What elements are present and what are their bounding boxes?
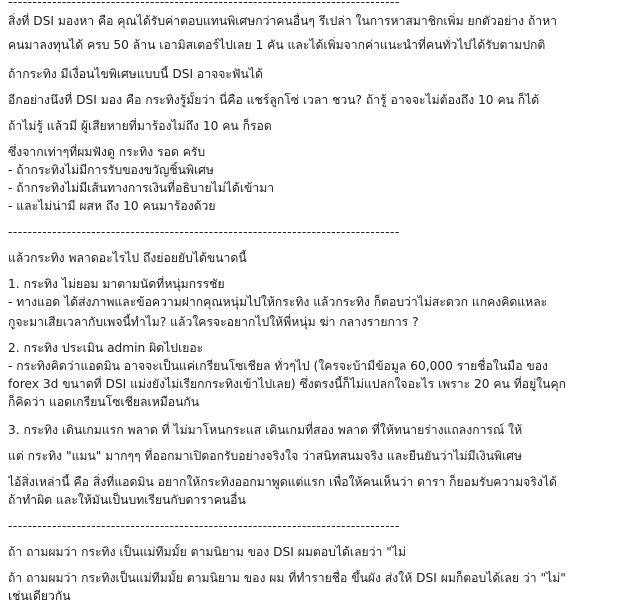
paragraph-line: 1. กระทิง ไม่ยอม มาตามนัดที่หนุ่มกรรชัย [8,277,225,291]
list-item: - ถ้ากระทิงไม่มีการรับของขวัญชิ้นพิเศษ [8,163,214,177]
paragraph-line: อีกอย่างนึงที่ DSI มอง คือ กระทิงรู้มั้ยว่า นี่คือ แชร์ลูกโซ่ เวลา ชวน? ถ้ารู้ อาจจะไม่ต้องถึง 10 คน ก็ได้ [8,93,540,107]
paragraph-line: - ทางแอด ได้ส่งภาพและข้อความฝากคุณหนุ่มไปให้กระทิง แล้วกระทิง ก็ตอบว่าไม่สะดวก แกคงคิดแหละ [8,295,548,309]
separator-line: -------------------------------------------------------------------------------- [8,225,400,239]
separator-line: -------------------------------------------------------------------------------- [8,0,400,9]
paragraph-line: ถ้า ถามผมว่า กระทิงเป็นแม่ทีมมั้ย ตามนิยาม ของ ผม ที่ทำรายชื่อ ขึ้นผัง ส่งให้ DSI ผมก็ตอบได้เลย ว่า "ไม่" [8,571,566,585]
paragraph-line: 2. กระทิง ประเมิน admin ผิดไปเยอะ [8,341,204,355]
paragraph-line: forex 3d ขนาดที่ DSI แม่งยังไม่เรียกกระทิงเข้าไปเลย) ซึ่งตรงนี้ก็ไม่แปลกใจอะไร เพราะ 20 คน ที่อยู่ในคุก [8,377,567,391]
paragraph-line: ถ้าทำผิด และให้มันเป็นบทเรียนกับดาราคนอื่น [8,493,246,507]
paragraph-line: 3. กระทิง เดินเกมแรก พลาด ที่ ไม่มาโหนกระแส เดินเกมที่สอง พลาด ที่ให้ทนายร่างแถลงการณ์ ให้ [8,423,523,437]
paragraph-line: ซึ่งจากเท่าๆที่ผมฟังดู กระทิง รอด ครับ [8,145,206,159]
paragraph-line: ถ้าไม่รู้ แล้วมี ผู้เสียหายที่มาร้องไม่ถึง 10 คน ก็รอด [8,119,272,133]
paragraph-line: แต่ กระทิง "แมน" มากๆๆ ที่ออกมาเปิดอกรับอย่างจริงใจ ว่าสนิทสนมจริง และยืนยันว่าไม่มีเงินพิเศษ [8,449,523,463]
paragraph-line: คนมาลงทุนได้ ครบ 50 ล้าน เอามิสเตอร์ไปเลย 1 คัน และได้เพิ่มจากค่าแนะนำที่คนทั่วไปได้รับตามปกติ [8,38,546,52]
paragraph-line: ถ้า ถามผมว่า กระทิง เป็นแม่ทีมมั้ย ตามนิยาม ของ DSI ผมตอบได้เลยว่า "ไม่ [8,545,407,559]
paragraph-line: สิ่งที่ DSI มองหา คือ คุณได้รับค่าตอบแทนพิเศษกว่าคนอื่นๆ รึเปล่า ในการหาสมาชิกเพิ่ม ยกตัวอย่าง ถ้าหา [8,14,557,28]
paragraph-line: กูจะมาเสียเวลากับเพจนี้ทำไม? แล้วใครจะอยากไปให้พี่หนุ่ม ฆ่า กลางรายการ ? [8,315,419,329]
paragraph-line: ถ้ากระทิง มีเงื่อนไขพิเศษแบบนี้ DSI อาจจะฟันได้ [8,67,263,81]
list-item: - และไม่น่ามี ผสห ถึง 10 คนมาร้องด้วย [8,199,216,213]
list-item: - ถ้ากระทิงไม่มีเส้นทางการเงินที่อธิบายไม่ได้เข้ามา [8,181,275,195]
paragraph-line: แล้วกระทิง พลาดอะไรไป ถึงย่อยยับได้ขนาดนี้ [8,251,247,265]
paragraph-line: ก็คิดว่า แอดเกรียนโซเชียลเหมือนกัน [8,395,200,409]
paragraph-line: ไอ้สิ่งเหล่านี้ คือ สิ่งที่แอดมิน อยากให้กระทิงออกมาพูดแต่แรก เพื่อให้คนเห็นว่า ดารา ก็ยอมรับความจริงได้ [8,475,557,489]
paragraph-line: - กระทิงคิดว่าแอดมิน อาจจะเป็นแค่เกรียนโซเชียล ทั่วๆไป (ใครจะบ้ามีข้อมูล 60,000 รายชื่อในมือ ของ [8,359,548,373]
paragraph-line: เช่นเดียวกัน [8,589,71,603]
separator-line: -------------------------------------------------------------------------------- [8,519,400,533]
